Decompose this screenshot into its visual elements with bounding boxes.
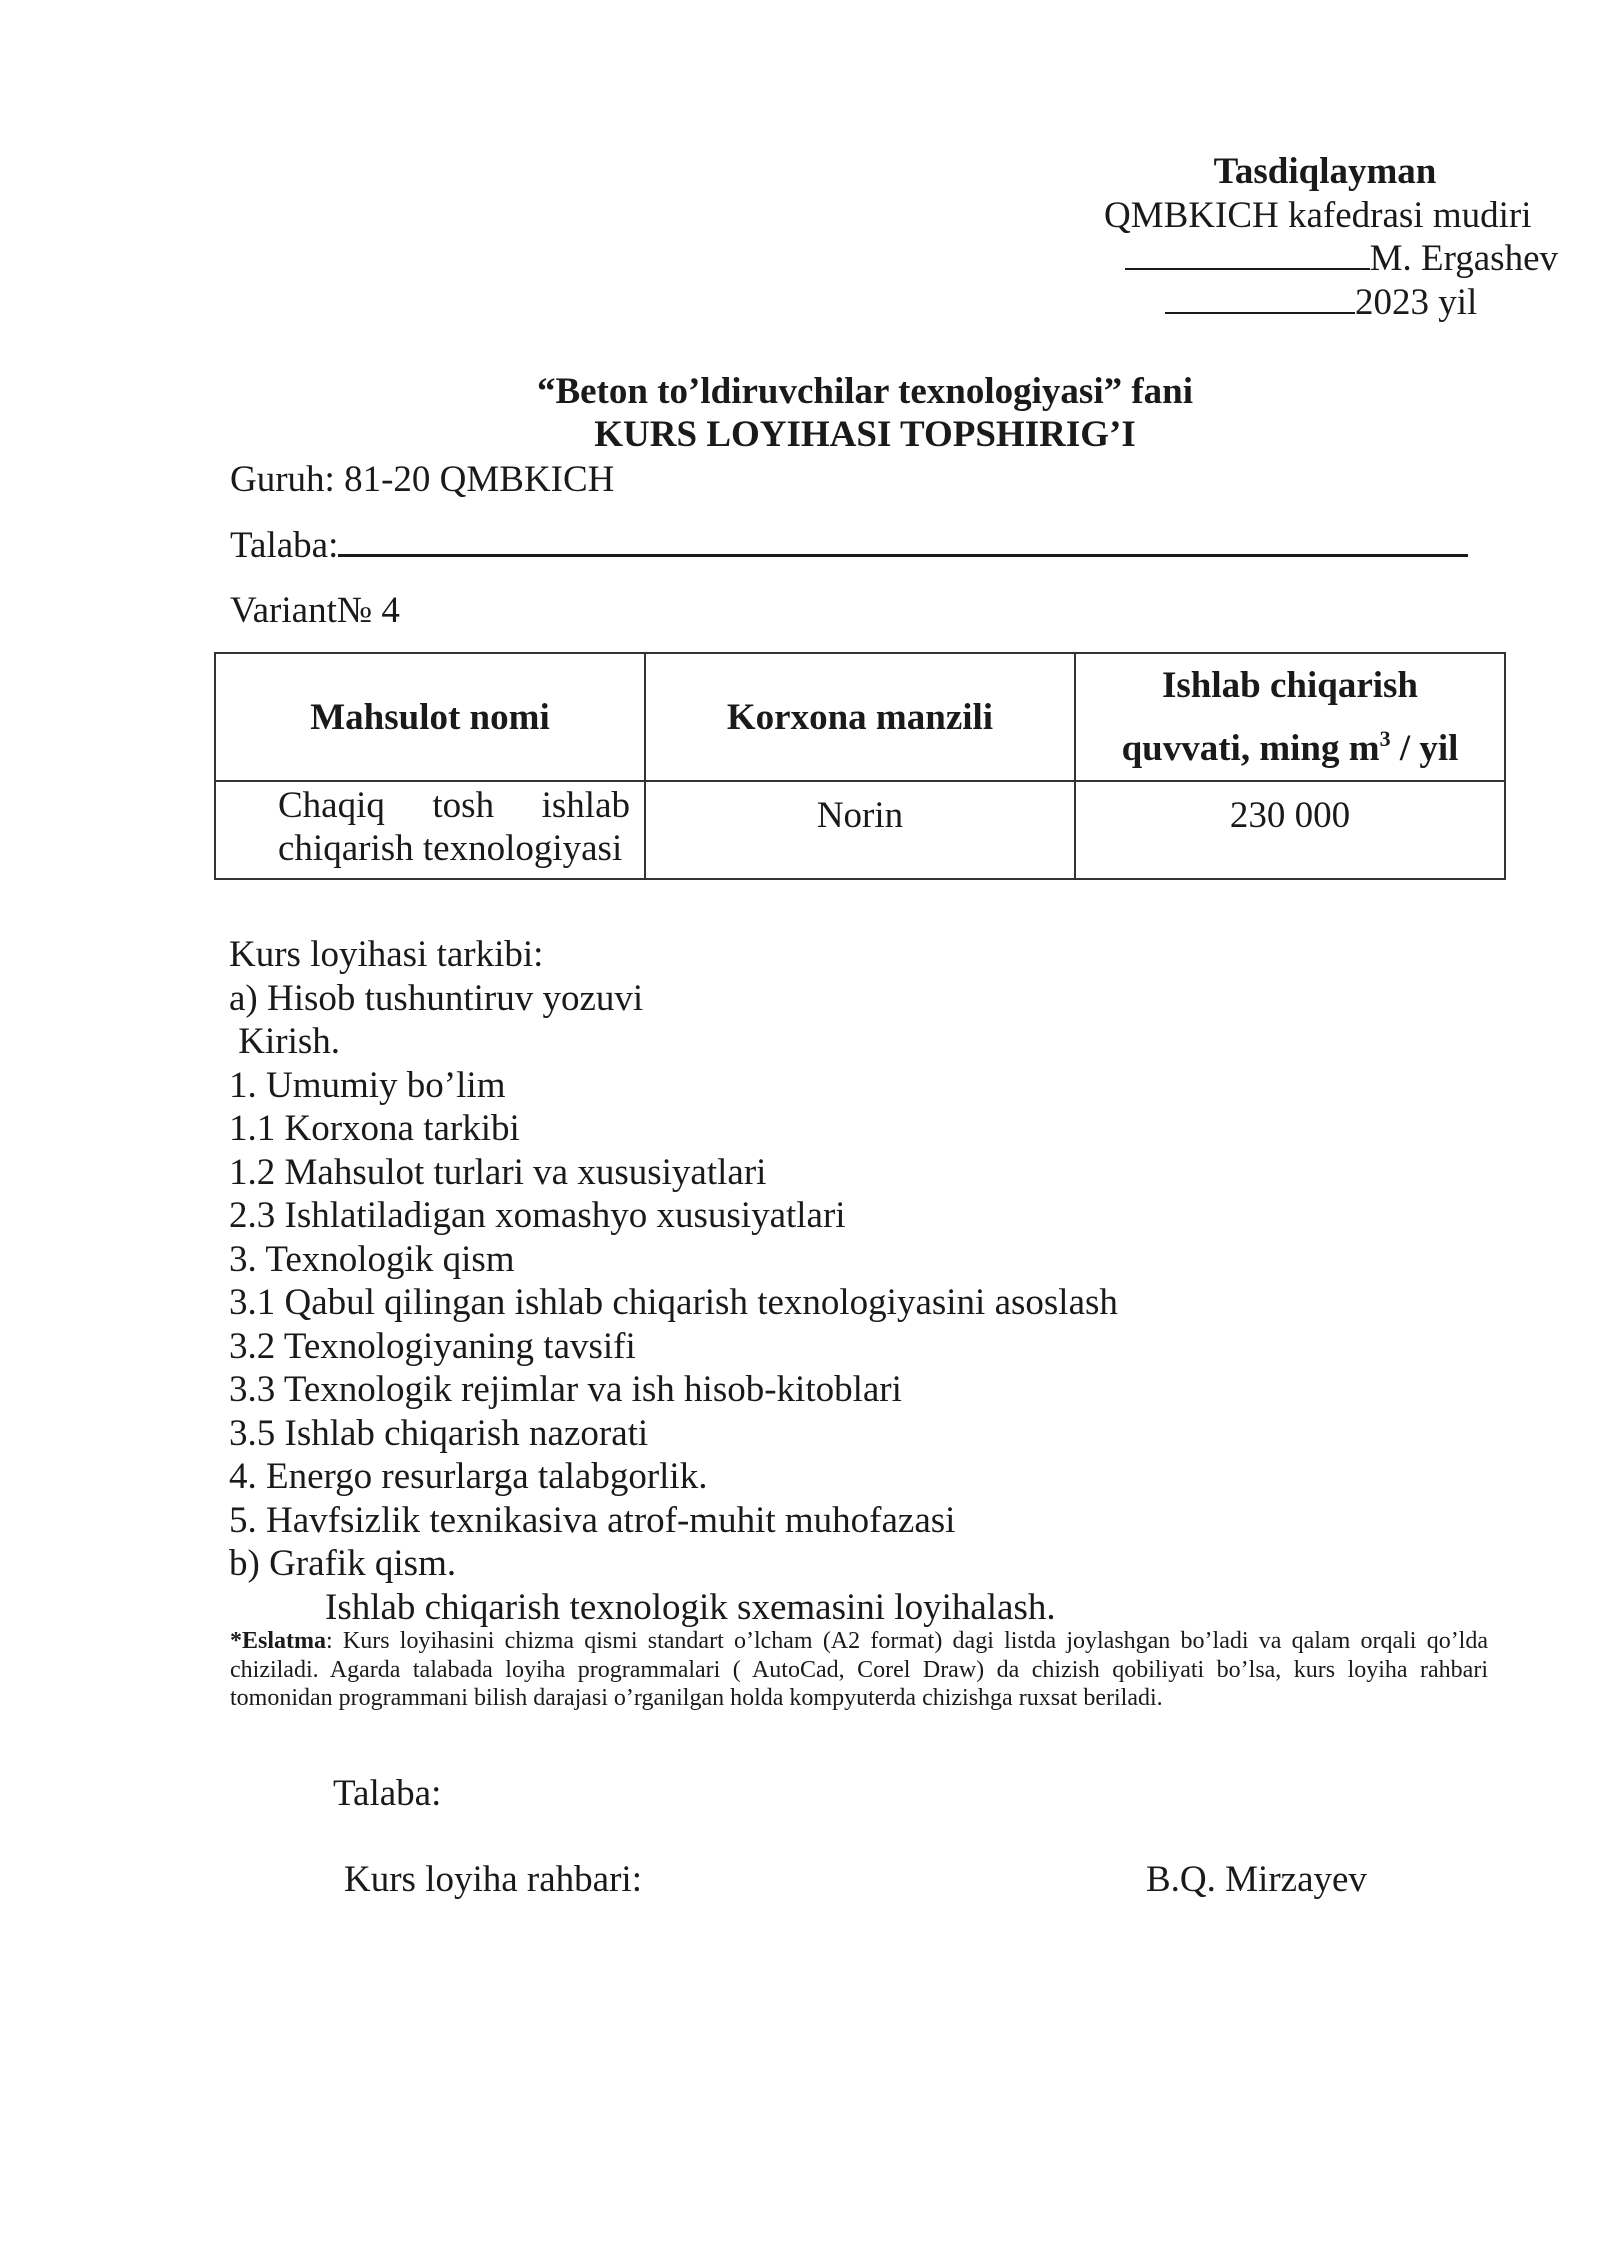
cell-product xyxy=(215,781,645,879)
document-title: KURS LOYIHASI TOPSHIRIG’I xyxy=(594,414,1136,455)
note-text: : Kurs loyihasini chizma qismi standart o’lcham (A2 format) dagi listda joylashgan bo’ladi va qalam orqali qo’lda chiziladi. Agarda talabada loyiha programmalari ( AutoCad, Corel Draw) da chizish qobiliyati bo’lsa, kurs loyiha rahbari tomonidan programmani bilish darajasi o’rganilgan holda kompyuterda chizishga ruxsat beriladi. xyxy=(230,1628,1488,1711)
list-item: 1. Umumiy bo’lim xyxy=(229,1064,506,1106)
header-product: Mahsulot nomi xyxy=(215,653,645,781)
approval-block xyxy=(1060,150,1560,324)
contents-title: Kurs loyihasi tarkibi: xyxy=(229,934,544,975)
table-row xyxy=(215,781,1505,879)
list-item: 2.3 Ishlatiladigan xomashyo xususiyatlari xyxy=(229,1195,846,1236)
variant-info: Variant№ 4 xyxy=(230,590,400,631)
list-item: 3.1 Qabul qilingan ishlab chiqarish texnologiyasini asoslash xyxy=(229,1282,1118,1323)
approval-head-name: M. Ergashev xyxy=(1369,238,1558,279)
approval-year: 2023 yil xyxy=(1355,281,1478,323)
date-blank xyxy=(1165,282,1355,314)
list-item: Kirish. xyxy=(229,1021,340,1062)
group-info: Guruh: 81-20 QMBKICH xyxy=(230,459,615,500)
signature-supervisor-label: Kurs loyiha rahbari: xyxy=(344,1859,642,1900)
note-label: *Eslatma xyxy=(230,1628,326,1654)
cell-product-line1: Chaqiq tosh ishlab xyxy=(278,785,630,826)
subject-title: “Beton to’ldiruvchilar texnologiyasi” fani xyxy=(536,371,1194,412)
header-capacity-sup: 3 xyxy=(1379,726,1391,751)
graphic-task: Ishlab chiqarish texnologik sxemasini loyihalash. xyxy=(325,1586,1056,1628)
list-item: 4. Energo resurlarga talabgorlik. xyxy=(229,1456,708,1497)
cell-address: Norin xyxy=(645,781,1075,879)
student-name-blank xyxy=(338,524,1468,557)
signature-supervisor-name: B.Q. Mirzayev xyxy=(1146,1859,1367,1900)
header-capacity-text: quvvati, ming m xyxy=(1121,728,1380,769)
cell-product-line2: chiqarish texnologiyasi xyxy=(278,828,623,869)
header-capacity-unit: / yil xyxy=(1390,728,1459,769)
list-item: b) Grafik qism. xyxy=(229,1543,457,1584)
approval-date xyxy=(1060,281,1560,325)
task-table xyxy=(214,652,1506,880)
list-item: a) Hisob tushuntiruv yozuvi xyxy=(229,977,644,1019)
approval-head-signature xyxy=(1060,237,1560,281)
header-capacity-line2 xyxy=(1076,717,1504,780)
signature-blank xyxy=(1125,238,1370,270)
header-address: Korxona manzili xyxy=(645,653,1075,781)
approval-title: Tasdiqlayman xyxy=(1213,151,1437,192)
header-capacity-line1: Ishlab chiqarish xyxy=(1161,665,1419,706)
contents-list xyxy=(229,933,1118,1629)
list-item: 3. Texnologik qism xyxy=(229,1238,515,1280)
approval-department: QMBKICH kafedrasi mudiri xyxy=(1104,194,1532,236)
list-item: 1.2 Mahsulot turlari va xususiyatlari xyxy=(229,1151,767,1193)
cell-capacity: 230 000 xyxy=(1075,781,1505,879)
list-item: 1.1 Korxona tarkibi xyxy=(229,1108,520,1149)
list-item: 3.2 Texnologiyaning tavsifi xyxy=(229,1325,636,1367)
note-paragraph xyxy=(230,1627,1488,1713)
list-item: 3.5 Ishlab chiqarish nazorati xyxy=(229,1412,649,1454)
student-label: Talaba: xyxy=(230,525,339,566)
list-item: 5. Havfsizlik texnikasiva atrof-muhit muhofazasi xyxy=(229,1499,956,1541)
table-header-row xyxy=(215,653,1505,781)
list-item: 3.3 Texnologik rejimlar va ish hisob-kitoblari xyxy=(229,1369,902,1410)
student-field xyxy=(230,524,1468,567)
signature-student-label: Talaba: xyxy=(333,1773,442,1814)
header-capacity xyxy=(1075,653,1505,781)
